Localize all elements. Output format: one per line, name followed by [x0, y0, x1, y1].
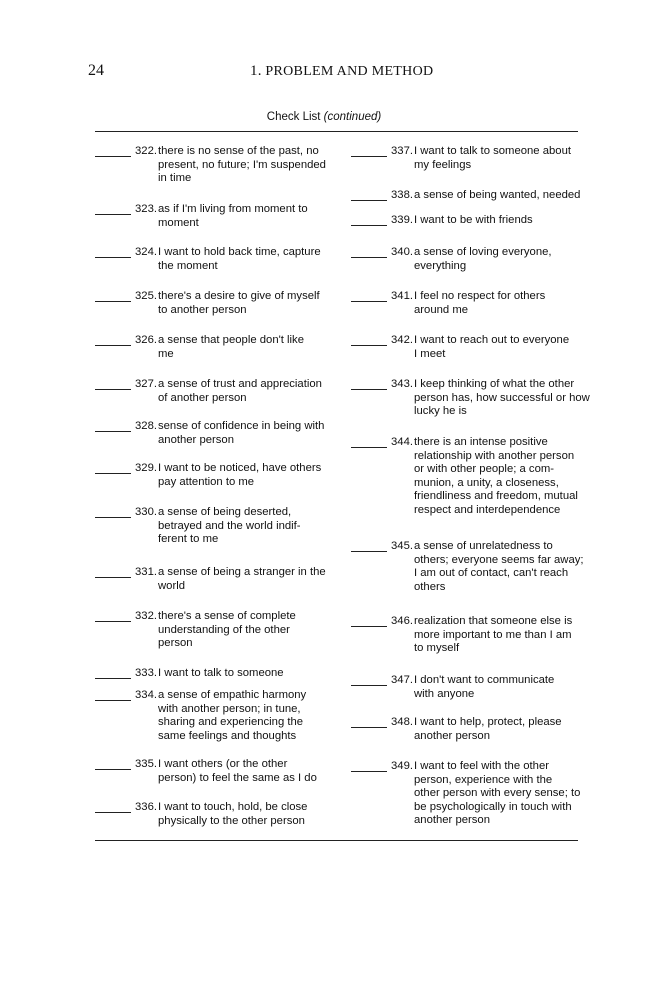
bottom-rule [95, 840, 578, 841]
item-number: 332. [135, 610, 157, 622]
checkbox-blank[interactable] [95, 678, 131, 679]
item-text: as if I'm living from moment to moment [158, 203, 308, 229]
item-number: 338. [391, 189, 413, 201]
checkbox-blank[interactable] [351, 685, 387, 686]
item-text: a sense of being wanted, needed [414, 189, 581, 201]
table-title-main: Check List [266, 111, 324, 123]
checkbox-blank[interactable] [95, 621, 131, 622]
item-number: 347. [391, 674, 413, 686]
chapter-number: 1. [250, 63, 262, 79]
checkbox-blank[interactable] [351, 156, 387, 157]
checkbox-blank[interactable] [95, 389, 131, 390]
item-number: 334. [135, 689, 157, 701]
item-text: a sense of being deserted, betrayed and the world indif- ferent to me [158, 506, 301, 546]
item-text: there's a desire to give of myself to another person [158, 290, 320, 316]
item-text: realization that someone else is more important to me than I am to myself [414, 615, 573, 655]
checkbox-blank[interactable] [351, 257, 387, 258]
checkbox-blank[interactable] [95, 473, 131, 474]
item-number: 342. [391, 334, 413, 346]
item-text: a sense of empathic harmony with another person; in tune, sharing and experiencing the same feelings and thoughts [158, 689, 307, 742]
item-text: I want to talk to someone about my feelings [414, 145, 571, 171]
checkbox-blank[interactable] [95, 577, 131, 578]
item-number: 346. [391, 615, 413, 627]
item-text: I want to talk to someone [158, 667, 284, 679]
item-number: 326. [135, 334, 157, 346]
item-number: 337. [391, 145, 413, 157]
checkbox-blank[interactable] [95, 769, 131, 770]
checkbox-blank[interactable] [351, 551, 387, 552]
item-text: a sense of being a stranger in the world [158, 566, 326, 592]
item-number: 339. [391, 214, 413, 226]
checkbox-blank[interactable] [351, 727, 387, 728]
table-title-continued: (continued) [323, 111, 382, 123]
item-text: there is no sense of the past, no present, no future; I'm suspended in time [158, 145, 326, 185]
item-text: a sense of trust and appreciation of another person [158, 378, 322, 404]
item-number: 348. [391, 716, 413, 728]
checkbox-blank[interactable] [351, 301, 387, 302]
checkbox-blank[interactable] [95, 517, 131, 518]
checkbox-blank[interactable] [95, 812, 131, 813]
item-text: there's a sense of complete understanding of the other person [158, 610, 296, 650]
item-text: I don't want to communicate with anyone [414, 674, 555, 700]
item-text: a sense of unrelatedness to others; everyone seems far away; I am out of contact, can't reach others [414, 540, 584, 593]
item-text: a sense that people don't like me [158, 334, 304, 360]
checkbox-blank[interactable] [351, 626, 387, 627]
checkbox-blank[interactable] [95, 301, 131, 302]
checkbox-blank[interactable] [351, 200, 387, 201]
checkbox-blank[interactable] [95, 700, 131, 701]
item-text: I want to be with friends [414, 214, 533, 226]
item-number: 325. [135, 290, 157, 302]
checkbox-blank[interactable] [351, 345, 387, 346]
item-text: I want to reach out to everyone I meet [414, 334, 570, 360]
item-number: 323. [135, 203, 157, 215]
checkbox-blank[interactable] [351, 447, 387, 448]
item-text: I want to feel with the other person, experience with the other person with every sense; to be psychologically in touch with another person [414, 760, 581, 827]
page-number: 24 [88, 62, 104, 79]
item-number: 341. [391, 290, 413, 302]
checkbox-blank[interactable] [351, 389, 387, 390]
item-number: 324. [135, 246, 157, 258]
item-text: there is an intense positive relationship with another person or with other people; a com- munion, a unity, a closeness, friendliness and freedom, mutual respect and interdependence [414, 436, 578, 516]
item-number: 335. [135, 758, 157, 770]
item-text: I want to help, protect, please another person [414, 716, 562, 742]
item-number: 331. [135, 566, 157, 578]
item-text: sense of confidence in being with another person [158, 420, 325, 446]
item-text: I want to hold back time, capture the moment [158, 246, 321, 272]
item-text: I keep thinking of what the other person has, how successful or how lucky he is [414, 378, 590, 418]
checkbox-blank[interactable] [95, 431, 131, 432]
table-title [0, 111, 648, 123]
item-number: 330. [135, 506, 157, 518]
item-number: 343. [391, 378, 413, 390]
checkbox-blank[interactable] [351, 771, 387, 772]
item-number: 349. [391, 760, 413, 772]
checkbox-blank[interactable] [95, 257, 131, 258]
checkbox-blank[interactable] [95, 345, 131, 346]
item-number: 322. [135, 145, 157, 157]
item-number: 340. [391, 246, 413, 258]
item-text: a sense of loving everyone, everything [414, 246, 552, 272]
item-number: 327. [135, 378, 157, 390]
item-number: 345. [391, 540, 413, 552]
item-number: 336. [135, 801, 157, 813]
chapter-title: PROBLEM AND METHOD [265, 64, 434, 79]
checkbox-blank[interactable] [95, 214, 131, 215]
checkbox-blank[interactable] [351, 225, 387, 226]
item-text: I want to touch, hold, be close physically to the other person [158, 801, 308, 827]
checkbox-blank[interactable] [95, 156, 131, 157]
running-head [250, 63, 433, 80]
item-text: I want others (or the other person) to feel the same as I do [158, 758, 317, 784]
item-text: I feel no respect for others around me [414, 290, 546, 316]
item-number: 333. [135, 667, 157, 679]
item-number: 328. [135, 420, 157, 432]
top-rule [95, 131, 578, 132]
item-text: I want to be noticed, have others pay attention to me [158, 462, 322, 488]
item-number: 329. [135, 462, 157, 474]
item-number: 344. [391, 436, 413, 448]
